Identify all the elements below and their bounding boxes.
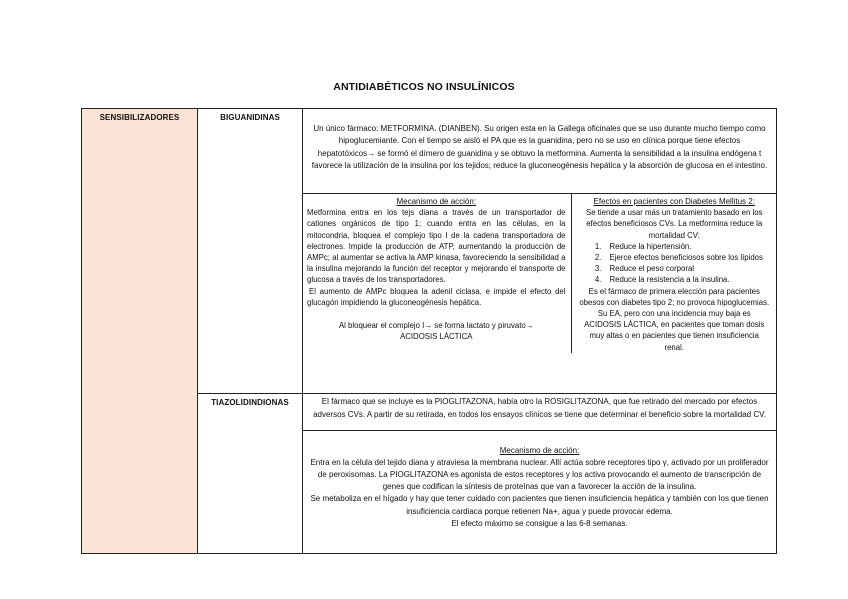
effects-paragraph: Su EA, pero con una incidencia muy baja es ACIDOSIS LÁCTICA, en pacientes que toman dosis muy altas o en pacientes que tienen insuficiencia renal. — [584, 309, 765, 352]
list-item: 1. Reduce la hipertensión. — [604, 241, 774, 252]
metformina-mechanism — [303, 194, 571, 353]
mechanism-heading: Mecanismo de acción: — [396, 197, 477, 206]
list-item: 2. Ejerce efectos beneficiosos sobre los lípidos — [604, 252, 774, 263]
biguanidinas-row — [82, 109, 777, 394]
effects-heading: Efectos en pacientes con Diabetes Mellitus 2: — [593, 197, 755, 206]
metformina-subtable — [303, 193, 777, 353]
page-title: ANTIDIABÉTICOS NO INSULÍNICOS — [333, 81, 515, 93]
category-cell — [82, 109, 198, 554]
antidiabetic-table — [81, 108, 777, 554]
pioglitazona-mechanism — [303, 431, 776, 530]
biguanidinas-content — [303, 109, 777, 394]
category-label: SENSIBILIZADORES — [99, 113, 180, 122]
mechanism-paragraph: El efecto máximo se consigue a las 6-8 semanas. — [451, 519, 628, 529]
list-item: 3. Reduce el peso corporal — [604, 263, 774, 274]
tiazolidindionas-label: TIAZOLIDINDIONAS — [211, 398, 289, 408]
list-item: 4. Reduce la resistencia a la insulina. — [604, 274, 774, 285]
effects-list — [576, 241, 774, 286]
mechanism-paragraph: El aumento de AMPc bloquea la adenil ciclasa, e impide el efecto del glucagón impidiendo la gluconeogénesis hepática. — [307, 286, 566, 307]
biguanidinas-label: BIGUANIDINAS — [220, 113, 280, 122]
mechanism-paragraph: Al bloquear el complejo I→ se forma lactato y piruvato→ ACIDOSIS LÁCTICA — [338, 321, 534, 342]
effects-intro: Se tiende a usar más un tratamiento basado en los efectos beneficiosos CVs. La metformina reduce la mortalidad CV: — [586, 208, 763, 240]
tiazolidindionas-content — [303, 394, 777, 554]
pioglitazona-intro: El fármaco que se incluye es la PIOGLITAZONA, había otro la ROSIGLITAZONA, que fue retirado del mercado por efectos adversos CVs. A partir de su retirada, en todos los ensayos clínicos se tiene que determinar el beneficio sobre la mortalidad CV. — [303, 394, 776, 431]
metformina-effects — [571, 194, 777, 353]
mechanism-paragraph: Se metaboliza en el hígado y hay que tener cuidado con pacientes que tienen insuficiencia hepática y también con los que tienen insuficiencia cardiaca porque retienen Na+, agua y puede provocar edema. — [310, 494, 769, 516]
tiazolidindionas-label-cell — [198, 394, 303, 554]
effects-paragraph: Es el fármaco de primera elección para pacientes obesos con diabetes tipo 2; no provoca hipoglucemias. — [579, 286, 770, 307]
biguanidinas-label-cell — [198, 109, 303, 394]
mechanism-heading: Mecanismo de acción: — [499, 446, 580, 456]
mechanism-paragraph: Metformina entra en los tejs diana a través de un transportador de cationes orgánicos de tipo 1; cuando entra en las células, en la mitocondria, bloquea el complejo tipo I de la cadena transportadora de electrones. Impide la producción de ATP, aumentando la producción de AMPc; al aumentar se activa la AMP kinasa, favoreciendo la sensibilidad a la insulina mejorando la función del receptor y mejorando el transporte de glucosa a través de los transportadores. — [307, 208, 566, 285]
mechanism-paragraph: Entra en la célula del tejido diana y atraviesa la membrana nuclear. Allí actúa sobre receptores tipo γ, activado por un proliferador de peroxisomas. La PIOGLITAZONA es agonista de estos receptores y los activa provocando el aumento de transcripción de genes que codifican la síntesis de proteínas que van a favorecer la acción de la insulina. — [310, 457, 769, 492]
metformina-intro: Un único fármaco: METFORMINA. (DIANBEN). Su origen esta en la Gallega oficinales que se uso durante mucho tiempo como hipoglucemiante. Con el tiempo se aisló el PA que es la guanidina, pero no se uso en clínica porque tiene efectos hepatotóxicos→ se formó el dímero de guanidina y se obtuvo la metformina. Aumenta la sensibilidad a la insulina endógena t favorece la utilización de la insulina por los tejidos; reduce la gluconeogénesis hepática y la absorción de glucosa en el intestino. — [311, 124, 768, 170]
